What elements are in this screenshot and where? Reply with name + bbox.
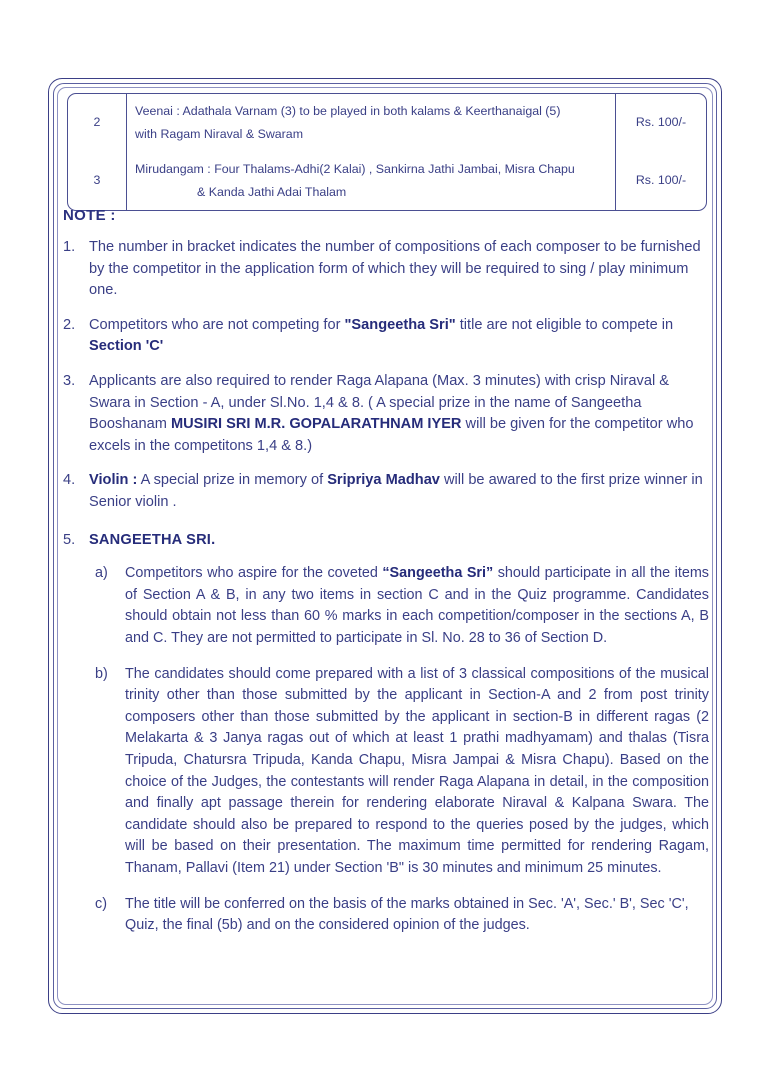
sub-list-item bbox=[95, 894, 709, 937]
row-description-line-2: & Kanda Jathi Adai Thalam bbox=[197, 184, 347, 199]
row-serial-number: 2 bbox=[68, 94, 127, 152]
list-item-text: Applicants are also required to render Raga Alapana (Max. 3 minutes) with crisp Niraval & Swara in Section - A, under Sl.No. 1,4 & 8. ( A special prize in the name of Sangeetha Booshanam MUSIRI SRI M.R. GOPALARATHNAM IYER will be given for the competitor who excels in the competitons 1,4 & 8.) bbox=[89, 372, 694, 454]
list-item-text: The number in bracket indicates the number of compositions of each composer to be furnished by the competitor in the application form of which they will be required to sing / play minimum one. bbox=[89, 239, 701, 299]
row-serial-number: 3 bbox=[68, 152, 127, 210]
list-item-text bbox=[89, 530, 709, 951]
sub-list-item-text: The title will be conferred on the basis of the marks obtained in Sec. 'A', Sec.' B', Sec 'C', Quiz, the final (5b) and on the considered opinion of the judges. bbox=[125, 895, 689, 934]
list-item-marker: 1. bbox=[63, 239, 76, 255]
sub-list-item-text: The candidates should come prepared with a list of 3 classical compositions of the musical trinity other than those submitted by the applicant in Section-A and 2 from post trinity composers other than those submitted by the applicant in section-B in different ragas (2 Melakarta & 3 Janya ragas out of which at least 1 prathi madhyamam) and thalas (Tisra Tripuda, Chatursra Tripuda, Kanda Chapu, Misra Jampai & Misra Chapu). Based on the choice of the Judges, the contestants will render Raga Alapana in detail, in the composition and finally apt passage therein for rendering elaborate Niraval & Kalpana Swara. The candidate should also be prepared to respond to the queries posed by the judges, which will be based on their presentation. The maximum time permitted for rendering Ragam, Thanam, Pallavi (Item 21) under Section 'B" is 30 minutes and minimum 25 minutes. bbox=[125, 665, 709, 877]
fee-table bbox=[67, 93, 707, 211]
sub-list bbox=[95, 563, 709, 937]
list-item-text: Violin : A special prize in memory of Sripriya Madhav will be awared to the first prize winner in Senior violin . bbox=[89, 472, 703, 510]
list-item-text: Competitors who are not competing for "Sangeetha Sri" title are not eligible to compete in Section 'C' bbox=[89, 316, 674, 355]
list-item-marker: 4. bbox=[63, 472, 76, 489]
sangeetha-sri-heading: SANGEETHA SRI. bbox=[89, 531, 216, 548]
table-row bbox=[68, 94, 706, 152]
sub-list-item-marker: b) bbox=[95, 665, 108, 682]
row-description-line-1: Mirudangam : Four Thalams-Adhi(2 Kalai) , Sankirna Jathi Jambai, Misra Chapu bbox=[135, 161, 575, 176]
page-content bbox=[49, 79, 721, 1013]
sub-list-item-text: Competitors who aspire for the coveted “Sangeetha Sri” should participate in all the items of Section A & B, in any two items in section C and in the Quiz programme. Candidates should obtain not less than 60 % marks in each competition/composer in the sections A, B and C. They are not permitted to participate in Sl. No. 28 to 36 of Section D. bbox=[125, 565, 710, 646]
list-item bbox=[63, 371, 709, 457]
list-item-marker: 5. bbox=[63, 531, 76, 548]
list-item bbox=[63, 470, 709, 513]
sub-list-item bbox=[95, 563, 709, 649]
note-list bbox=[63, 237, 709, 964]
row-fee: Rs. 100/- bbox=[635, 173, 687, 188]
sub-list-item-marker: c) bbox=[95, 895, 107, 912]
note-heading: NOTE : bbox=[63, 207, 116, 224]
sub-list-item-marker: a) bbox=[95, 565, 108, 582]
row-fee: Rs. 100/- bbox=[635, 115, 687, 130]
table-row bbox=[68, 152, 706, 210]
list-item bbox=[63, 237, 709, 302]
row-description-line-1: Veenai : Adathala Varnam (3) to be played in both kalams & Keerthanaigal (5) bbox=[135, 104, 561, 118]
fee-table-container bbox=[67, 93, 707, 211]
list-item-marker: 2. bbox=[63, 316, 76, 333]
list-item-sangeetha-sri bbox=[63, 530, 709, 951]
list-item bbox=[63, 315, 709, 358]
list-item-marker: 3. bbox=[63, 372, 76, 389]
row-description bbox=[127, 94, 616, 152]
sub-list-item bbox=[95, 664, 709, 880]
fee-table-body bbox=[68, 94, 706, 210]
row-description-line-2: with Ragam Niraval & Swaram bbox=[135, 126, 304, 141]
page-border-frame bbox=[48, 78, 722, 1014]
row-description bbox=[127, 152, 616, 210]
